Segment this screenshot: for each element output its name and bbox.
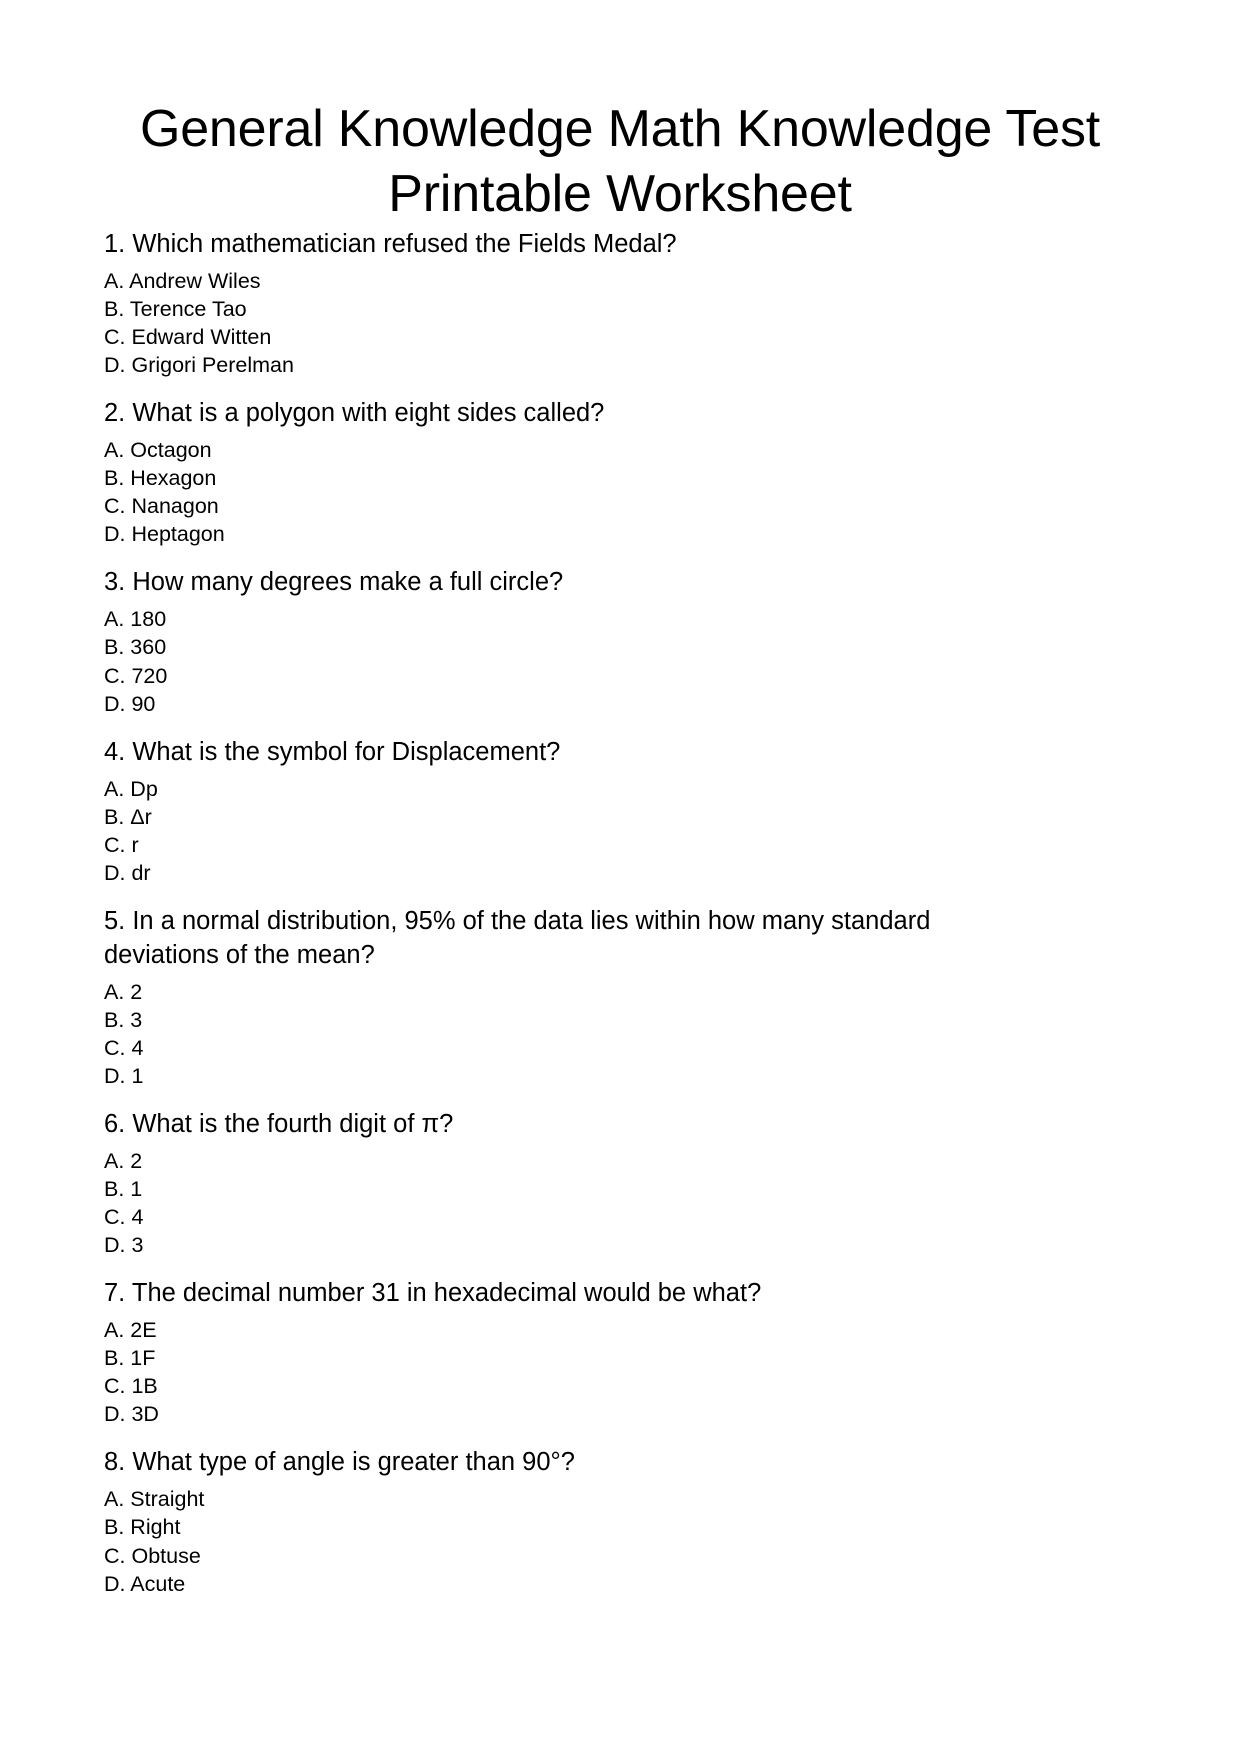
question-text: 5. In a normal distribution, 95% of the data lies within how many standard deviations of the mean?: [104, 906, 931, 969]
answer-option[interactable]: A. Straight: [104, 1487, 205, 1512]
answer-option-list: [104, 1148, 1104, 1259]
answer-option[interactable]: B. 1: [104, 1176, 143, 1201]
answer-option-list: [104, 776, 1104, 887]
answer-option[interactable]: B. Hexagon: [104, 466, 217, 491]
question-block: [104, 1277, 1104, 1428]
question-block: [104, 736, 1104, 887]
answer-option[interactable]: A. 2E: [104, 1318, 157, 1343]
answer-option[interactable]: C. 720: [104, 663, 168, 688]
answer-option-list: [104, 979, 1104, 1090]
question-list: [104, 228, 1104, 1599]
answer-option[interactable]: A. 2: [104, 979, 143, 1004]
question-block: [104, 566, 1104, 717]
question-text: 2. What is a polygon with eight sides called?: [104, 399, 605, 428]
answer-option[interactable]: A. Octagon: [104, 438, 212, 463]
answer-option[interactable]: C. 4: [104, 1035, 144, 1060]
answer-option[interactable]: B. 1F: [104, 1346, 156, 1371]
question-text: 4. What is the symbol for Displacement?: [104, 737, 561, 766]
answer-option[interactable]: B. Terence Tao: [104, 296, 247, 321]
answer-option[interactable]: D. 1: [104, 1063, 144, 1088]
answer-option-list: [104, 1317, 1104, 1428]
answer-option[interactable]: C. r: [104, 832, 139, 857]
question-block: [104, 228, 1104, 379]
answer-option[interactable]: D. 90: [104, 691, 156, 716]
answer-option[interactable]: C. 4: [104, 1205, 144, 1230]
answer-option[interactable]: A. Andrew Wiles: [104, 268, 261, 293]
answer-option[interactable]: A. 180: [104, 607, 167, 632]
answer-option[interactable]: C. 1B: [104, 1374, 158, 1399]
question-block: [104, 1108, 1104, 1259]
answer-option[interactable]: B. 3: [104, 1007, 143, 1032]
question-text: 6. What is the fourth digit of π?: [104, 1110, 454, 1138]
answer-option[interactable]: B. Right: [104, 1515, 181, 1540]
question-block: [104, 905, 1104, 1090]
answer-option[interactable]: B. Δr: [104, 804, 152, 829]
question-text: 1. Which mathematician refused the Fields Medal?: [104, 230, 677, 258]
answer-option-list: [104, 268, 1104, 379]
answer-option[interactable]: A. 2: [104, 1148, 143, 1173]
answer-option-list: [104, 437, 1104, 548]
answer-option-list: [104, 1486, 1104, 1597]
answer-option[interactable]: B. 360: [104, 635, 167, 660]
answer-option[interactable]: D. Grigori Perelman: [104, 353, 294, 378]
question-block: [104, 397, 1104, 548]
answer-option[interactable]: A. Dp: [104, 776, 158, 801]
answer-option[interactable]: D. Acute: [104, 1571, 186, 1596]
answer-option[interactable]: D. Heptagon: [104, 522, 225, 547]
answer-option[interactable]: D. 3: [104, 1233, 144, 1258]
answer-option[interactable]: C. Nanagon: [104, 494, 219, 519]
answer-option[interactable]: D. 3D: [104, 1402, 159, 1427]
question-text: 8. What type of angle is greater than 90°?: [104, 1448, 575, 1477]
question-text: 3. How many degrees make a full circle?: [104, 568, 564, 597]
question-block: [104, 1446, 1104, 1597]
page-title: General Knowledge Math Knowledge Test Printable Worksheet: [139, 99, 1101, 224]
question-text: 7. The decimal number 31 in hexadecimal would be what?: [104, 1279, 762, 1308]
answer-option-list: [104, 606, 1104, 717]
answer-option[interactable]: C. Obtuse: [104, 1543, 201, 1568]
answer-option[interactable]: D. dr: [104, 860, 151, 885]
answer-option[interactable]: C. Edward Witten: [104, 325, 272, 350]
